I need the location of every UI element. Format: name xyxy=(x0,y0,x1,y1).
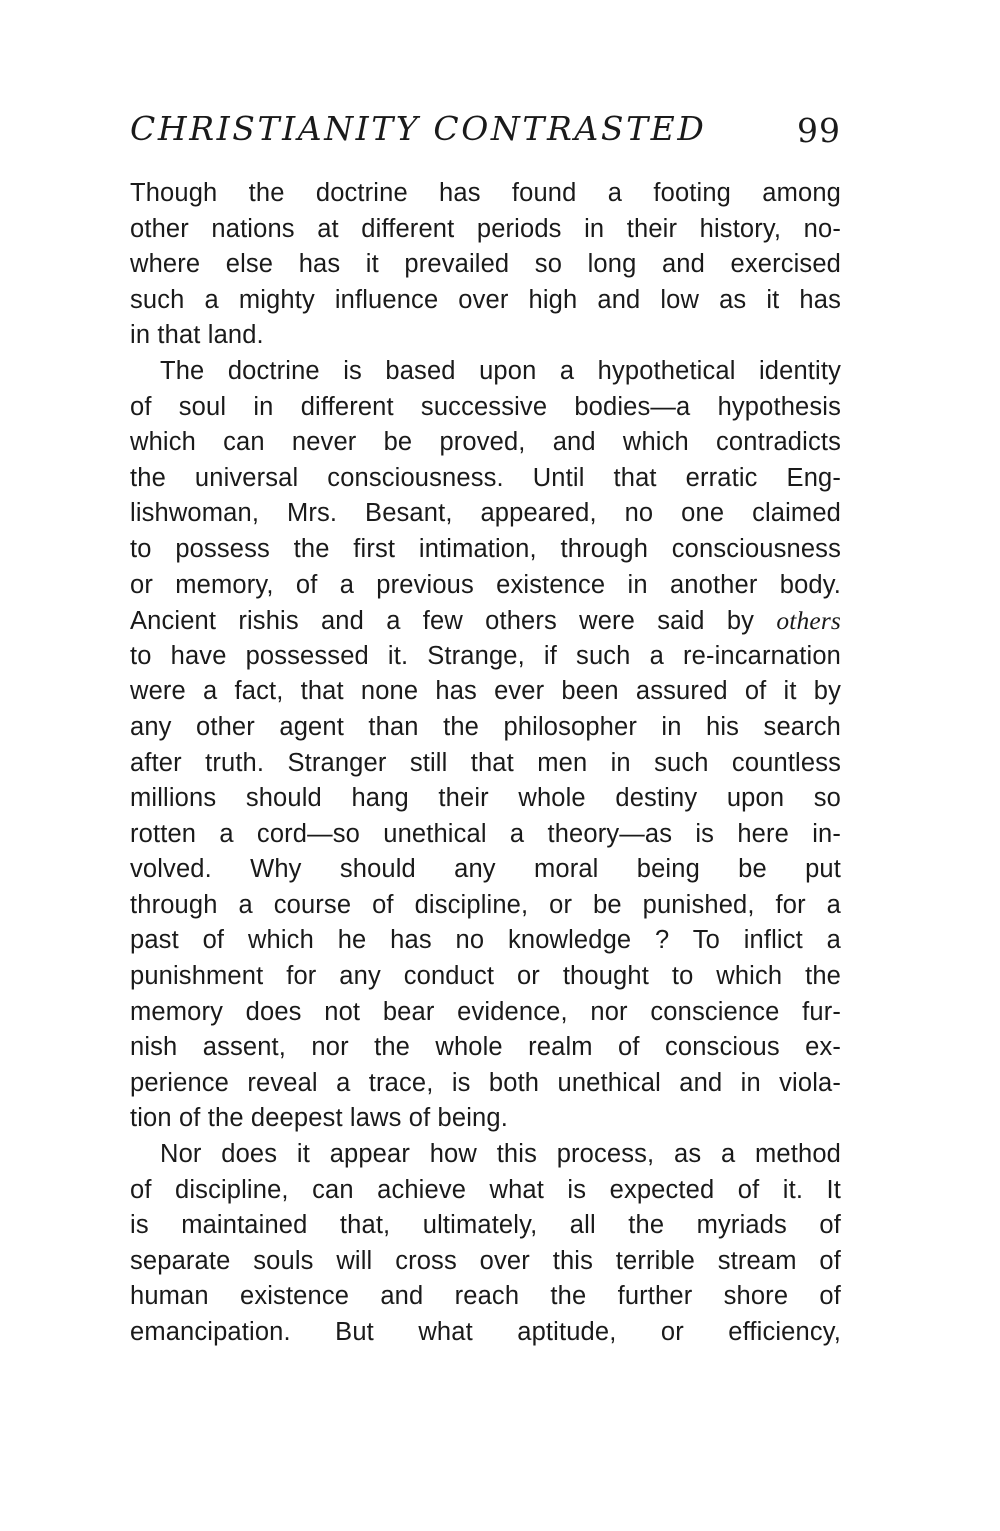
text-line: is maintained that, ultimately, all the myriads of xyxy=(130,1211,841,1240)
running-head xyxy=(130,100,841,158)
text-line: human existence and reach the further shore of xyxy=(130,1282,841,1311)
text-line: lishwoman, Mrs. Besant, appeared, no one claimed xyxy=(130,499,841,528)
text-line: Though the doctrine has found a footing among xyxy=(130,179,841,207)
text-line: where else has it prevailed so long and exercised xyxy=(130,250,841,279)
text-line: after truth. Stranger still that men in such countless xyxy=(130,748,841,777)
text-line: Nor does it appear how this process, as a method xyxy=(160,1140,841,1169)
page-number: 99 xyxy=(797,111,841,150)
text-line: to possess the first intimation, through consciousness xyxy=(130,534,841,563)
text-line: of soul in different successive bodies—a hypothesis xyxy=(130,392,841,421)
text-line: emancipation. But what aptitude, or efficiency, xyxy=(130,1318,841,1346)
text-line: in that land. xyxy=(130,321,264,350)
book-page xyxy=(130,100,841,1351)
text-line: nish assent, nor the whole realm of conscious ex- xyxy=(130,1033,841,1062)
text-line: millions should hang their whole destiny upon so xyxy=(130,784,841,813)
text-line: were a fact, that none has ever been assured of it by xyxy=(130,677,841,706)
text-line: the universal consciousness. Until that erratic Eng- xyxy=(130,463,841,492)
text-line: to have possessed it. Strange, if such a re-incarnation xyxy=(130,641,841,670)
text-line: which can never be proved, and which contradicts xyxy=(130,428,841,457)
emphasized-word: others xyxy=(776,606,841,636)
text-line: perience reveal a trace, is both unethical and in viola- xyxy=(130,1068,841,1097)
text-line: other nations at different periods in their history, no- xyxy=(130,214,841,243)
text-line: The doctrine is based upon a hypothetical identity xyxy=(160,356,841,385)
text-line: punishment for any conduct or thought to which the xyxy=(130,962,841,991)
text-fragment: Ancient rishis and a few others were said by xyxy=(130,607,755,636)
text-line: separate souls will cross over this terrible stream of xyxy=(130,1246,841,1275)
text-line: or memory, of a previous existence in another body. xyxy=(130,570,841,599)
text-line: tion of the deepest laws of being. xyxy=(130,1104,508,1133)
text-line: of discipline, can achieve what is expected of it. It xyxy=(130,1175,841,1204)
text-line: past of which he has no knowledge ? To inflict a xyxy=(130,926,841,955)
text-line: such a mighty influence over high and low as it has xyxy=(130,285,841,314)
text-line-with-emphasis xyxy=(130,603,841,639)
text-line: through a course of discipline, or be punished, for a xyxy=(130,890,841,919)
text-line: volved. Why should any moral being be put xyxy=(130,855,841,884)
running-title: CHRISTIANITY CONTRASTED xyxy=(130,109,707,148)
text-line: rotten a cord—so unethical a theory—as is here in- xyxy=(130,819,841,848)
text-line: memory does not bear evidence, nor conscience fur- xyxy=(130,997,841,1026)
body-text xyxy=(130,176,841,1351)
text-line: any other agent than the philosopher in his search xyxy=(130,712,841,741)
